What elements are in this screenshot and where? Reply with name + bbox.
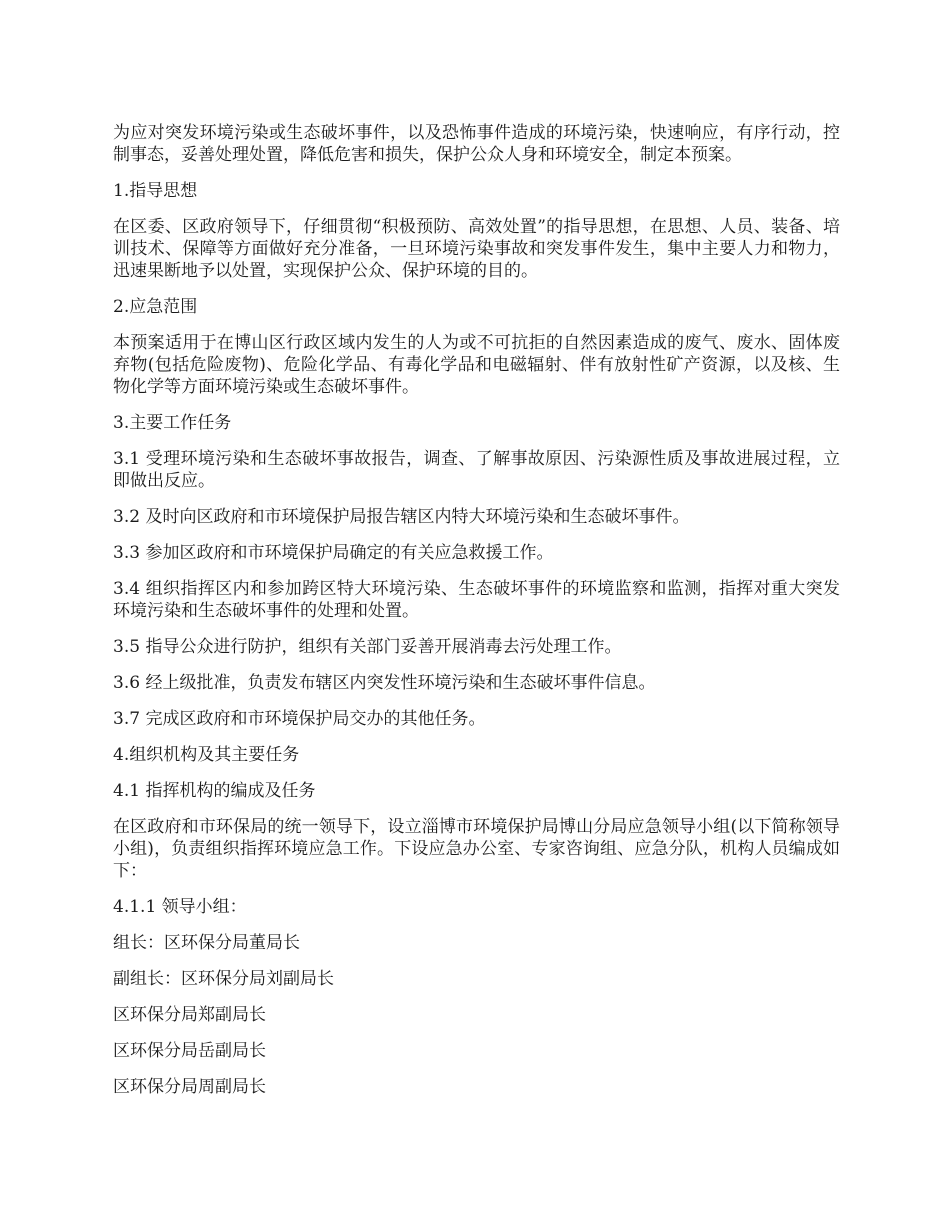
task-item-3-5: 3.5 指导公众进行防护，组织有关部门妥善开展消毒去污处理工作。	[113, 637, 622, 657]
deputy-member-line: 区环保分局郑副局长	[113, 1005, 266, 1025]
deputy-member-line: 区环保分局周副局长	[113, 1077, 266, 1097]
task-item-3-4: 3.4 组织指挥区内和参加跨区特大环境污染、生态破坏事件的环境监察和监测，指挥对重大突发环境污染和生态破坏事件的处理和处置。	[113, 579, 840, 621]
guiding-principle-paragraph: 在区委、区政府领导下，仔细贯彻“积极预防、高效处置”的指导思想，在思想、人员、装备、培训技术、保障等方面做好充分准备，一旦环境污染事故和突发事件发生，集中主要人力和物力，迅速果断地予以处置，实现保护公众、保护环境的目的。	[113, 217, 840, 281]
section-heading-emergency-scope: 2.应急范围	[113, 297, 198, 317]
section-heading-guiding-principle: 1.指导思想	[113, 181, 198, 201]
section-heading-organization: 4.组织机构及其主要任务	[113, 745, 300, 765]
task-item-3-7: 3.7 完成区政府和市环境保护局交办的其他任务。	[113, 709, 486, 729]
subsection-heading-command: 4.1 指挥机构的编成及任务	[113, 781, 316, 801]
task-item-3-6: 3.6 经上级批准，负责发布辖区内突发性环境污染和生态破坏事件信息。	[113, 673, 656, 693]
section-heading-main-tasks: 3.主要工作任务	[113, 413, 232, 433]
task-item-3-3: 3.3 参加区政府和市环境保护局确定的有关应急救援工作。	[113, 543, 554, 563]
task-item-3-1: 3.1 受理环境污染和生态破坏事故报告，调查、了解事故原因、污染源性质及事故进展过程，立即做出反应。	[113, 449, 840, 491]
subsection-heading-leadership-group: 4.1.1 领导小组：	[113, 897, 247, 917]
leader-line: 组长：区环保分局董局长	[113, 933, 300, 953]
command-structure-paragraph: 在区政府和市环保局的统一领导下，设立淄博市环境保护局博山分局应急领导小组(以下简称领导小组)，负责组织指挥环境应急工作。下设应急办公室、专家咨询组、应急分队，机构人员编成如下：	[113, 817, 840, 881]
deputy-member-line: 区环保分局岳副局长	[113, 1041, 266, 1061]
emergency-scope-paragraph: 本预案适用于在博山区行政区域内发生的人为或不可抗拒的自然因素造成的废气、废水、固体废弃物(包括危险废物)、危险化学品、有毒化学品和电磁辐射、伴有放射性矿产资源，以及核、生物化学等方面环境污染或生态破坏事件。	[113, 333, 840, 397]
intro-paragraph: 为应对突发环境污染或生态破坏事件，以及恐怖事件造成的环境污染，快速响应，有序行动，控制事态，妥善处理处置，降低危害和损失，保护公众人身和环境安全，制定本预案。	[113, 123, 840, 165]
document-body	[113, 122, 840, 1112]
deputy-leader-line: 副组长：区环保分局刘副局长	[113, 969, 334, 989]
task-item-3-2: 3.2 及时向区政府和市环境保护局报告辖区内特大环境污染和生态破坏事件。	[113, 507, 690, 527]
